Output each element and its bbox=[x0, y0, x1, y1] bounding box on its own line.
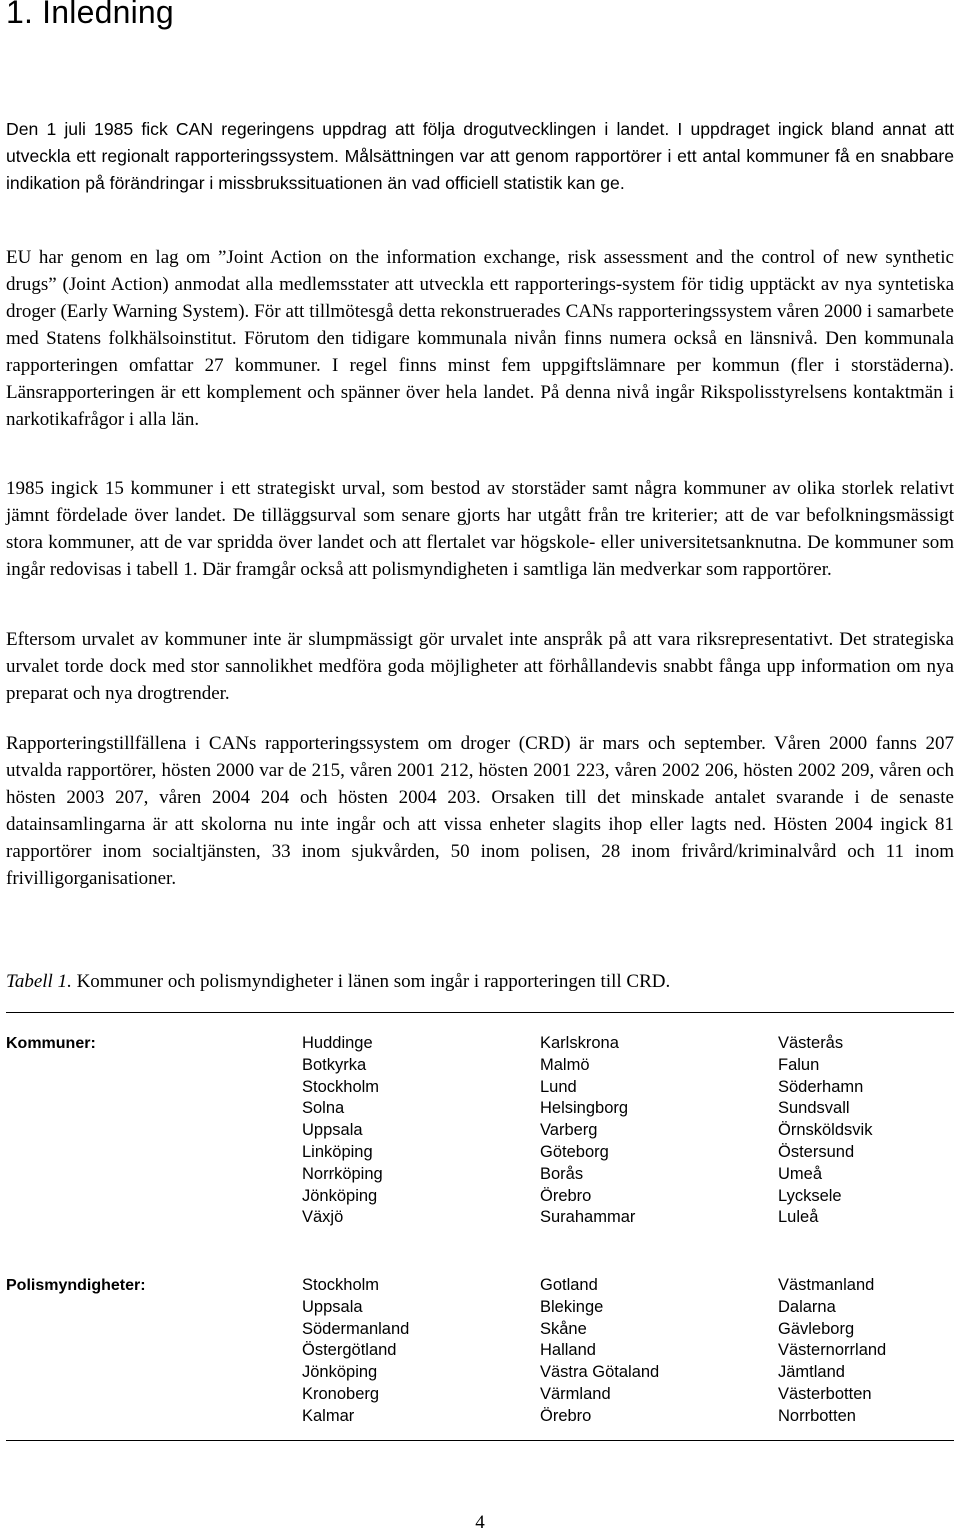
kommun-item: Solna bbox=[302, 1099, 345, 1118]
kommuner-label: Kommuner: bbox=[6, 1035, 96, 1052]
kommun-item: Lund bbox=[540, 1077, 577, 1096]
kommun-item: Örnsköldsvik bbox=[778, 1121, 873, 1140]
polismyndighet-item: Örebro bbox=[540, 1406, 592, 1425]
kommun-item: Linköping bbox=[302, 1142, 373, 1161]
kommun-item: Örebro bbox=[540, 1186, 592, 1205]
polismyndighet-item: Västerbotten bbox=[778, 1384, 872, 1403]
kommun-item: Luleå bbox=[778, 1208, 819, 1227]
kommun-item: Umeå bbox=[778, 1164, 823, 1183]
kommun-item: Jönköping bbox=[302, 1186, 378, 1205]
polismyndighet-item: Södermanland bbox=[302, 1319, 410, 1338]
polismyndighet-item: Östergötland bbox=[302, 1341, 397, 1360]
kommun-item: Uppsala bbox=[302, 1121, 363, 1140]
polismyndighet-item: Gotland bbox=[540, 1276, 598, 1294]
table-bottom-rule bbox=[6, 1440, 954, 1441]
kommun-item: Lycksele bbox=[778, 1186, 842, 1205]
kommun-item: Helsingborg bbox=[540, 1099, 629, 1118]
kommun-item: Borås bbox=[540, 1164, 584, 1183]
kommun-item: Huddinge bbox=[302, 1034, 373, 1052]
polismyndighet-item: Jämtland bbox=[778, 1363, 845, 1382]
polismyndighet-item: Västmanland bbox=[778, 1276, 875, 1294]
paragraph-intro: Den 1 juli 1985 fick CAN regeringens uppdrag att följa drogutvecklingen i landet. I uppdraget ingick bland annat att utveckla ett regionalt rapporteringssystem. Målsättningen var att genom rapportörer i ett antal kommuner få en snabbare indikation på förändringar i missbrukssituationen än vad officiell statistik kan ge. bbox=[6, 119, 954, 193]
paragraph-urval: 1985 ingick 15 kommuner i ett strategiskt urval, som bestod av storstäder samt några kommuner av olika storlek relativt jämnt fördelade över landet. De tilläggsurval som senare gjorts har utgått från tre kriterier; att de var befolkningsmässigt stora kommuner, att de var spridda över landet och att flertalet var högskole- eller universitetsanknutna. De kommuner som ingår redovisas i tabell 1. Där framgår också att polismyndigheten i samtliga län medverkar som rapportörer. bbox=[6, 478, 954, 580]
polismyndighet-item: Västra Götaland bbox=[540, 1363, 660, 1382]
kommun-item: Söderhamn bbox=[778, 1077, 864, 1096]
table-top-rule bbox=[6, 1012, 954, 1013]
polismyndighet-item: Norrbotten bbox=[778, 1406, 856, 1425]
page-number: 4 bbox=[475, 1512, 485, 1533]
polismyndighet-item: Jönköping bbox=[302, 1363, 378, 1382]
polismyndighet-item: Uppsala bbox=[302, 1297, 363, 1316]
kommun-item: Östersund bbox=[778, 1142, 855, 1161]
kommuner-column-2 bbox=[540, 1033, 635, 1229]
paragraph-rapporteringstillfallen: Rapporteringstillfällena i CANs rapporteringssystem om droger (CRD) är mars och september. Våren 2000 fanns 207 utvalda rapportörer, hösten 2000 var de 215, våren 2001 212, hösten 2001 223, våren 2002 206, hösten 2002 209, våren och hösten 2003 207, våren 2004 204 och hösten 2004 203. Orsaken till det minskade antalet svarande i de senaste datainsamlingarna är att skolorna nu inte ingår och att vissa enheter slagits ihop eller lagts ned. Hösten 2004 ingick 81 rapportörer inom socialtjänsten, 33 inom sjukvården, 50 inom polisen, 28 inom frivård/kriminalvård och 11 inom frivilligorganisationer. bbox=[6, 733, 954, 889]
kommun-item: Surahammar bbox=[540, 1208, 636, 1227]
kommun-item: Botkyrka bbox=[302, 1055, 367, 1074]
table-caption bbox=[6, 968, 670, 995]
kommun-item: Stockholm bbox=[302, 1077, 380, 1096]
table-caption-text: Kommuner och polismyndigheter i länen som ingår i rapporteringen till CRD. bbox=[71, 971, 671, 992]
paragraph-representativitet: Eftersom urvalet av kommuner inte är slumpmässigt gör urvalet inte anspråk på att vara riksrepresentativt. Det strategiska urvalet torde dock med stor sannolikhet medföra goda möjligheter att förhållandevis snabbt fånga upp information om nya preparat och nya drogtrender. bbox=[6, 629, 954, 704]
kommun-item: Sundsvall bbox=[778, 1099, 850, 1118]
kommun-item: Norrköping bbox=[302, 1164, 383, 1183]
polis-column-2 bbox=[540, 1275, 659, 1428]
kommuner-column-3 bbox=[778, 1033, 872, 1229]
kommun-item: Falun bbox=[778, 1055, 820, 1074]
polis-column-1 bbox=[302, 1275, 409, 1428]
table-caption-label: Tabell 1. bbox=[6, 971, 72, 992]
kommun-item: Karlskrona bbox=[540, 1034, 619, 1052]
kommun-item: Malmö bbox=[540, 1055, 590, 1074]
polismyndighet-item: Västernorrland bbox=[778, 1341, 887, 1360]
kommun-item: Västerås bbox=[778, 1034, 844, 1052]
polismyndighet-item: Värmland bbox=[540, 1384, 611, 1403]
polismyndighet-item: Kronoberg bbox=[302, 1384, 380, 1403]
page-title: 1. Inledning bbox=[6, 0, 174, 30]
polis-column-3 bbox=[778, 1275, 886, 1428]
polis-label: Polismyndigheter: bbox=[6, 1277, 146, 1294]
kommun-item: Varberg bbox=[540, 1121, 598, 1140]
polismyndighet-item: Dalarna bbox=[778, 1297, 836, 1316]
paragraph-eu: EU har genom en lag om ”Joint Action on the information exchange, risk assessment and the control of new synthetic drugs” (Joint Action) anmodat alla medlemsstater att utveckla ett rapporterings-system för tidig upptäckt av nya syntetiska droger (Early Warning System). För att tillmötesgå detta rekonstruerades CANs rapporteringssystem våren 2000 i samarbete med Statens folkhälsoinstitut. Förutom den tidigare kommunala nivån finns numera också en länsnivå. Den kommunala rapporteringen omfattar 27 kommuner. I regel finns minst fem uppgiftslämnare per kommun (fler i storstäderna). Länsrapporteringen är ett komplement och spänner över hela landet. På denna nivå ingår Rikspolisstyrelsens kontaktmän i narkotikafrågor i alla län. bbox=[6, 247, 954, 430]
polismyndighet-item: Blekinge bbox=[540, 1297, 604, 1316]
kommun-item: Växjö bbox=[302, 1208, 344, 1227]
polismyndighet-item: Halland bbox=[540, 1341, 596, 1360]
polismyndighet-item: Gävleborg bbox=[778, 1319, 855, 1338]
polismyndighet-item: Stockholm bbox=[302, 1276, 380, 1294]
polismyndighet-item: Skåne bbox=[540, 1319, 587, 1338]
kommuner-column-1 bbox=[302, 1033, 383, 1229]
kommun-item: Göteborg bbox=[540, 1142, 609, 1161]
polismyndighet-item: Kalmar bbox=[302, 1406, 355, 1425]
